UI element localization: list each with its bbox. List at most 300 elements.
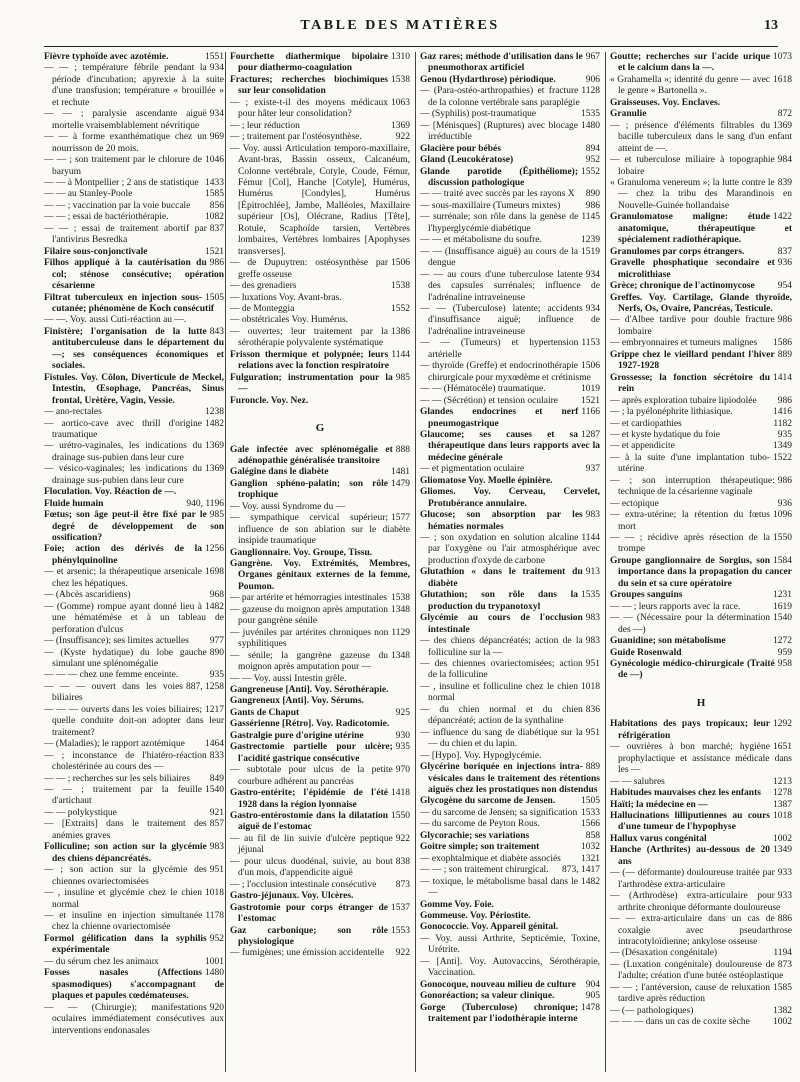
entry-text: Fourchette diathermique bipolaire pour diathermo-coagulation	[230, 52, 388, 74]
page-reference: 1506	[581, 361, 600, 372]
page-reference: 1585	[205, 189, 224, 200]
index-entry	[230, 132, 410, 143]
index-entry	[610, 845, 792, 868]
index-entry	[230, 731, 410, 742]
page-reference: 934	[209, 63, 224, 74]
page-reference: 1144	[391, 349, 410, 360]
page-reference: 1018	[205, 888, 224, 899]
index-entry	[44, 327, 224, 373]
entry-text: Gale infectée avec splénomégalie et adénopathie généralisée transitoire	[230, 444, 393, 466]
page-reference: 1166	[581, 407, 600, 418]
index-entry	[610, 396, 792, 407]
index-entry	[420, 361, 600, 384]
entry-text: — influence du sang de diabétique sur la — du chien et du lapin.	[420, 727, 583, 750]
entry-text: Glycogène du sarcome de Jensen.	[420, 796, 556, 807]
entry-text: — surrénale; son rôle dans la genèse de l'hyperglycémie diabétique	[420, 212, 579, 234]
page-reference: 934	[209, 109, 224, 120]
index-entry	[610, 52, 792, 75]
page-reference: 838	[395, 856, 410, 867]
index-entry	[420, 235, 600, 246]
index-entry	[610, 777, 792, 788]
entry-text: — sympathique cervical supérieur; influence de son ablation sur le diabète insipide traumatique	[230, 513, 410, 547]
page-reference: 1552	[391, 303, 410, 314]
page-reference: 936	[777, 258, 792, 269]
page-reference: 1505	[581, 796, 600, 807]
index-entry	[44, 602, 224, 636]
entry-text: — , insuline et folliculine chez le chien normal	[420, 681, 578, 704]
page-reference: 1231	[773, 590, 792, 601]
entry-text: — — extra-articulaire dans un cas de coxalgie avec pseudarthrose intracotyloïdienne; ankylose osseuse	[610, 914, 792, 947]
index-entry	[610, 441, 792, 452]
page-reference: 1292	[773, 719, 792, 730]
entry-text: — ; son action sur la glycémie des chiennes ovariectomisées	[44, 865, 207, 887]
page-reference: 935	[209, 670, 224, 681]
entry-text: — du sarcome de Peyton Rous.	[420, 819, 540, 830]
index-entry	[610, 914, 792, 948]
index-entry	[44, 567, 224, 590]
entry-text: Gomme Voy. Foie.	[420, 899, 494, 910]
index-entry	[420, 796, 600, 807]
entry-text: — — et métabolisme du soufre.	[420, 235, 542, 246]
index-entry	[230, 350, 410, 373]
page-reference: 890	[209, 647, 224, 658]
entry-text: — après exploration tubaire lipiodolée	[610, 395, 757, 406]
index-entry	[420, 991, 600, 1002]
entry-text: Guanidine; son métabolisme	[610, 636, 726, 647]
entry-text: — à la suite d'une implantation tubo-utérine	[610, 452, 770, 475]
index-entry	[610, 75, 792, 98]
entry-text: — (Syphilis) post-traumatique	[420, 109, 537, 120]
entry-text: — thyroïde (Greffe) et endocrinothérapie chirurgicale pour myxœdème et crétinisme	[420, 361, 591, 383]
entry-text: — — — ouverts dans les voies biliaires; quelle conduite doit-on adopter dans leur traitement?	[44, 704, 224, 738]
index-entry	[230, 315, 410, 326]
page-reference: 843	[209, 326, 224, 337]
page-reference: 1018	[773, 811, 792, 821]
index-entry	[44, 487, 224, 498]
entry-text: — Voy. aussi Articulation temporo-maxillaire, Avant-bras, Bassin osseux, Calcanéum, Colonne vertébrale, Cotyle, Coude, Fémur, Fémur [Col], Hanche [Cotyle], Humérus, Humérus [Condyles], Humérus [Épitrochlée], Jambe, Malléoles, Maxillaire supérieur [Os], Olécrane, Radius [Tête], Rotule, Scaphoïde tarsien, Vertèbres lombaires, Vertèbres lombaires [Apophyses transverses].	[230, 143, 410, 257]
index-entry	[610, 648, 792, 659]
entry-text: Granulomatose maligne: étude anatomique, thérapeutique et spécialement radiothérapique.	[610, 212, 792, 246]
entry-text: — — (Tumeurs) et hypertension artérielle	[420, 338, 579, 360]
page-reference: 1619	[773, 601, 792, 612]
page-reference: 985	[395, 372, 410, 383]
page-reference: 951	[585, 659, 600, 670]
index-entry	[420, 831, 600, 842]
page-reference: 935	[395, 742, 410, 753]
page-reference: 1096	[773, 510, 792, 521]
page-reference: 986	[777, 315, 792, 326]
index-entry	[420, 52, 600, 75]
index-entry	[230, 396, 410, 407]
entry-text: Habitations des pays tropicaux; leur réfrigération	[610, 719, 770, 741]
page-reference: 894	[585, 143, 600, 154]
index-entry	[44, 865, 224, 888]
index-entry	[230, 373, 410, 396]
index-entry	[610, 1017, 792, 1028]
entry-text: Hallux varus congénital	[610, 833, 707, 844]
index-entry	[44, 109, 224, 132]
entry-text: Gastrectomie partielle pour ulcère; l'acidité gastrique consécutive	[230, 742, 393, 764]
index-entry	[420, 144, 600, 155]
index-entry	[230, 559, 410, 593]
entry-text: Glutathion « dans le traitement du diabète	[420, 567, 583, 589]
index-entry	[230, 304, 410, 315]
page-reference: 934	[585, 303, 600, 314]
entry-text: Gastro-jéjunaux. Voy. Ulcères.	[230, 891, 354, 902]
page-reference: 1002	[773, 833, 792, 844]
entry-text: — — ; son traitement par le chlorure de baryum	[44, 155, 202, 177]
entry-text: — —. Voy. aussi Cuti-réaction au —.	[44, 315, 187, 326]
entry-text: — — (Sécrétion) et tension oculaire	[420, 395, 558, 406]
index-entry	[610, 983, 792, 1006]
index-entry	[420, 201, 600, 212]
index-entry	[610, 499, 792, 510]
entry-text: — — à Montpellier ; 2 ans de statistique	[44, 177, 199, 188]
index-entry	[420, 75, 600, 86]
index-entry	[44, 201, 224, 212]
page-reference: 1369	[205, 441, 224, 452]
page-reference: 1348	[391, 650, 410, 661]
page-reference: 873, 1417	[562, 865, 600, 876]
entry-text: — — à forme exanthématique chez un nourrisson de 20 mois.	[44, 132, 207, 154]
page-reference: 1032	[581, 842, 600, 853]
entry-text: Hallucinations lilliputiennes au cours d'une tumeur de l'hypophyse	[610, 811, 770, 833]
page-reference: 1586	[773, 338, 792, 349]
entry-text: Floculation. Voy. Réaction de —.	[44, 487, 177, 498]
page-reference: 1213	[773, 776, 792, 787]
page-reference: 1194	[773, 948, 792, 959]
page-reference: 986	[777, 395, 792, 406]
entry-text: Guide Rosenwald	[610, 647, 682, 658]
index-entry	[420, 464, 600, 475]
page-reference: 1540	[773, 613, 792, 624]
entry-text: — du sarcome de Jensen; sa signification	[420, 807, 578, 818]
index-entry	[230, 834, 410, 857]
index-entry	[44, 155, 224, 178]
index-entry	[610, 742, 792, 776]
index-entry	[44, 373, 224, 407]
entry-text: Grippe chez le vieillard pendant l'hiver 1927-1928	[610, 349, 775, 372]
entry-text: — d'Albee tardive pour double fracture lombaire	[610, 315, 775, 337]
index-entry	[610, 811, 792, 834]
entry-text: — vésico-vaginales; les indications du drainage sus-pubien dans leur cure	[44, 464, 202, 486]
page-reference: 1480	[205, 968, 224, 979]
index-entry	[230, 513, 410, 547]
index-entry	[610, 109, 792, 120]
entry-text: — du chien normal et du chien dépancréaté; action de la synthaline	[420, 704, 583, 727]
index-entry	[420, 808, 600, 819]
index-entry	[420, 155, 600, 166]
entry-text: Frisson thermique et polypnée; leurs relations avec la fonction respiratoire	[230, 349, 389, 372]
index-entry	[610, 533, 792, 556]
entry-text: Habitudes mauvaises chez les enfants	[610, 788, 761, 799]
page-reference: 970	[395, 765, 410, 776]
page-reference: 1349	[773, 845, 792, 856]
index-entry	[230, 811, 410, 834]
index-entry	[420, 636, 600, 659]
page-reference: 1272	[773, 636, 792, 647]
entry-text: Gastralgie pure d'origine utérine	[230, 730, 364, 741]
entry-text: — (Insuffisance); ses limites actuelles	[44, 636, 189, 647]
entry-text: — [Hypo]. Voy. Hypoglycémie.	[420, 750, 542, 761]
index-column-3	[420, 52, 600, 1072]
page-reference: 1128	[581, 86, 600, 97]
page-reference: 1505	[205, 292, 224, 303]
index-entry	[230, 98, 410, 121]
page-reference: 1533	[581, 807, 600, 818]
index-entry	[44, 189, 224, 200]
index-entry	[44, 590, 224, 601]
entry-text: Gonococcie. Voy. Appareil génital.	[420, 922, 559, 933]
entry-text: Furoncle. Voy. Nez.	[230, 395, 309, 406]
page-reference: 1618	[773, 74, 792, 85]
index-entry	[610, 258, 792, 281]
index-entry	[230, 708, 410, 719]
index-entry	[44, 499, 224, 510]
index-entry	[230, 903, 410, 926]
page-reference: 977	[209, 636, 224, 647]
page-reference: 952	[209, 933, 224, 944]
index-entry	[230, 144, 410, 259]
entry-text: Glandes endocrines et nerf pneumogastrique	[420, 407, 579, 429]
entry-text: — exophtalmique et diabète associés	[420, 853, 561, 864]
index-entry	[420, 533, 600, 567]
page-reference: 889	[585, 762, 600, 773]
page-reference: 937	[585, 464, 600, 475]
index-entry	[420, 819, 600, 830]
entry-text: — — ; son traitement chirurgical.	[420, 865, 549, 876]
page-reference: 1321	[581, 853, 600, 864]
index-entry	[230, 742, 410, 765]
page-reference: 984	[777, 155, 792, 166]
entry-text: — obstétricales Voy. Humérus.	[230, 315, 349, 326]
index-entry	[44, 52, 224, 63]
entry-text: Granulie	[610, 109, 647, 120]
entry-text: Glucose; son absorption par les hématies normales	[420, 510, 583, 532]
index-entry	[420, 682, 600, 705]
entry-text: — (Arthrodèse) extra-articulaire pour arthrite chronique déformante douloureuse	[610, 891, 781, 913]
entry-text: Gliomatose Voy. Moelle épinière.	[420, 475, 553, 486]
entry-text: — (Gomme) rompue ayant donné lieu à une hématémèse et à un tableau de perforation d'ulcus	[44, 601, 224, 635]
index-entry	[230, 788, 410, 811]
index-entry	[420, 877, 600, 900]
entry-text: Gants de Chaput	[230, 707, 300, 718]
index-entry	[44, 705, 224, 739]
index-entry	[230, 467, 410, 478]
page-reference: 935	[777, 429, 792, 440]
page-reference: 936	[777, 498, 792, 509]
page-reference: 837	[777, 246, 792, 257]
index-entry	[420, 86, 600, 109]
page-reference: 1538	[391, 281, 410, 292]
index-column-4	[610, 52, 792, 1072]
page-number: 13	[764, 18, 778, 33]
page-reference: 1482	[205, 601, 224, 612]
index-entry	[610, 834, 792, 845]
index-entry	[420, 167, 600, 190]
entry-text: — — au cours d'une tuberculose latente des capsules surrénales; influence de l'adrénaline intraveineuse	[420, 269, 600, 303]
page-reference: 1521	[581, 395, 600, 406]
index-entry	[230, 765, 410, 788]
index-entry	[44, 888, 224, 911]
page-reference: 1416	[773, 407, 792, 418]
page-reference: 858	[585, 830, 600, 841]
entry-text: — (Maladies); le rapport azotémique	[44, 739, 185, 750]
page-reference: 1550	[391, 811, 410, 821]
entry-text: Greffes. Voy. Cartilage, Glande thyroïde, Nerfs, Os, Ovaire, Pancréas, Testicule.	[610, 292, 792, 314]
entry-text: — — Voy. aussi Intestin grêle.	[230, 673, 347, 684]
entry-text: — luxations Voy. Avant-bras.	[230, 292, 342, 303]
index-entry	[420, 270, 600, 304]
page-reference: 1018	[581, 681, 600, 692]
entry-text: Gliomes. Voy. Cerveau, Cervelet, Protubérance annulaire.	[420, 487, 600, 509]
page-reference: 1566	[581, 819, 600, 830]
page-reference: 1239	[581, 235, 600, 246]
page-reference: 873	[777, 959, 792, 970]
index-entry	[420, 751, 600, 762]
entry-text: — ; son oxydation en solution alcaline par l'oxygène ou l'air atmosphérique avec production d'oxyde de carbone	[420, 533, 600, 566]
page-reference: 1551	[205, 52, 224, 62]
page-reference: 925	[395, 707, 410, 718]
page-reference: 1349	[773, 441, 792, 452]
entry-text: — (Désaxation congénitale)	[610, 948, 718, 959]
column-divider	[225, 52, 226, 1072]
entry-text: — extra-utérine; la rétention du fœtus mort	[610, 510, 770, 532]
index-entry	[44, 224, 224, 247]
entry-text: Goutte; recherches sur l'acide urique et le calcium dans la —.	[610, 52, 770, 74]
index-entry	[610, 1006, 792, 1017]
section-letter: H	[696, 696, 706, 709]
page-reference: 1414	[773, 372, 792, 383]
index-entry	[420, 922, 600, 933]
page-reference: 986	[777, 475, 792, 486]
page-reference: 1063	[391, 97, 410, 108]
entry-text: Filtrat tuberculeux en injection sous-cutanée; phénomène de Koch consécutif	[44, 292, 215, 314]
page-reference: 1550	[773, 533, 792, 544]
entry-text: — (— déformante) douloureuse traitée par l'arthrodèse extra-articulaire	[610, 868, 775, 890]
page-reference: 1506	[391, 258, 410, 269]
entry-text: — (— pathologiques)	[610, 1005, 694, 1016]
index-column-1	[44, 52, 224, 1072]
entry-text: — pour ulcus duodénal, suivie, au bout d'un mois, d'appendicite aiguë	[230, 856, 393, 879]
entry-text: — — ; essai de bactériothérapie.	[44, 212, 169, 223]
entry-text: — des chiens dépancréatés; action de la folliculine sur la —	[420, 636, 583, 658]
entry-text: — urétro-vaginales, les indications du drainage sus-pubien dans leur cure	[44, 441, 202, 463]
index-entry	[610, 155, 792, 178]
index-entry	[420, 590, 600, 613]
index-entry	[610, 430, 792, 441]
entry-text: — — ; récidive après résection de la trompe	[610, 533, 770, 555]
entry-text: — — (Tuberculose) latente; accidents d'insuffisance aiguë; influence de l'adrénaline intraveineuse	[420, 303, 600, 337]
entry-text: Granulomes par corps étrangers.	[610, 246, 745, 257]
entry-text: — et insuline en injection simultanée chez la chienne ovariectomisée	[44, 910, 203, 933]
entry-text: Grossesse; la fonction sécrétoire du rein	[610, 372, 770, 395]
index-entry	[610, 373, 792, 396]
entry-text: Fosses nasales (Affections spasmodiques) s'accompagnant de plaques et papules cœdémateuses.	[44, 968, 224, 1002]
entry-text: Gaz carbonique; son rôle physiologique	[230, 925, 388, 947]
page-reference: 1482	[581, 876, 600, 887]
page-reference: 1585	[773, 982, 792, 993]
entry-text: — (Abcès ascaridiens)	[44, 590, 131, 601]
index-entry	[44, 739, 224, 750]
index-entry	[230, 685, 410, 696]
page-reference: 983	[585, 510, 600, 521]
entry-text: Filhos appliqué à la cautérisation du col; sténose consécutive; opération césarienne	[44, 258, 224, 292]
column-divider	[415, 52, 416, 1072]
index-entry	[420, 247, 600, 270]
page-reference: 1178	[205, 910, 224, 921]
index-entry	[420, 487, 600, 510]
page-reference: 1002	[773, 1017, 792, 1028]
page-reference: 1651	[773, 742, 792, 753]
entry-text: — ano-rectales	[44, 407, 102, 418]
section-letter: G	[315, 422, 325, 435]
entry-text: Foie; action des dérivés de la phénylquinoline	[44, 544, 202, 566]
entry-text: Ganglionnaire. Voy. Groupe, Tissu.	[230, 547, 373, 558]
index-entry	[230, 445, 410, 468]
page-reference: 930	[395, 730, 410, 741]
index-entry	[420, 407, 600, 430]
page-reference: 983	[585, 613, 600, 624]
page-reference: 1537	[391, 902, 410, 913]
index-entry	[230, 258, 410, 281]
page-reference: 1046	[205, 155, 224, 166]
page-reference: 933	[777, 891, 792, 902]
entry-text: Graisseuses. Voy. Enclaves.	[610, 97, 721, 108]
index-entry	[610, 960, 792, 983]
index-entry	[610, 407, 792, 418]
index-entry	[420, 842, 600, 853]
index-entry	[610, 281, 792, 292]
index-entry	[44, 247, 224, 258]
page-reference: 951	[585, 727, 600, 738]
entry-text: Glutathion; son rôle dans la production du trypanotoxyl	[420, 590, 578, 612]
index-entry	[420, 957, 600, 980]
page-reference: 1238	[205, 407, 224, 418]
page-reference: 886	[777, 914, 792, 925]
index-entry	[610, 659, 792, 682]
entry-text: Haïti; la médecine en —	[610, 799, 708, 810]
index-entry	[610, 556, 792, 590]
page-reference: 1369	[205, 464, 224, 475]
page-reference: 958	[777, 659, 792, 670]
entry-text: — — ; traitement par la feuille d'artichaut	[44, 785, 202, 807]
index-entry	[44, 819, 224, 842]
index-entry	[420, 510, 600, 533]
page-reference: 959	[777, 647, 792, 658]
index-entry	[610, 247, 792, 258]
page-reference: 1369	[391, 120, 410, 131]
index-entry	[230, 605, 410, 628]
entry-text: Fluide humain	[44, 498, 104, 509]
page-reference: 1480	[581, 120, 600, 131]
entry-text: — ; la pyélonéphrite lithiasique.	[610, 407, 733, 418]
entry-text: Finistère; l'organisation de la lutte antituberculeuse dans le département du —; ses conséquences économiques et sociales.	[44, 326, 224, 372]
page-reference: 934	[585, 269, 600, 280]
page-reference: 1153	[581, 338, 600, 349]
entry-text: — des chiennes ovariectomisées; action de la folliculine	[420, 659, 583, 681]
page-reference: 921	[209, 807, 224, 818]
index-entry	[420, 189, 600, 200]
index-entry	[44, 464, 224, 487]
entry-text: Gassérienne [Rétro]. Voy. Radicotomie.	[230, 719, 390, 730]
entry-text: Groupes sanguins	[610, 590, 683, 601]
index-entry	[44, 682, 224, 705]
entry-text: — de Monteggia	[230, 303, 295, 314]
page-reference: 905	[585, 991, 600, 1002]
page-reference: 952	[585, 155, 600, 166]
index-entry	[420, 430, 600, 464]
